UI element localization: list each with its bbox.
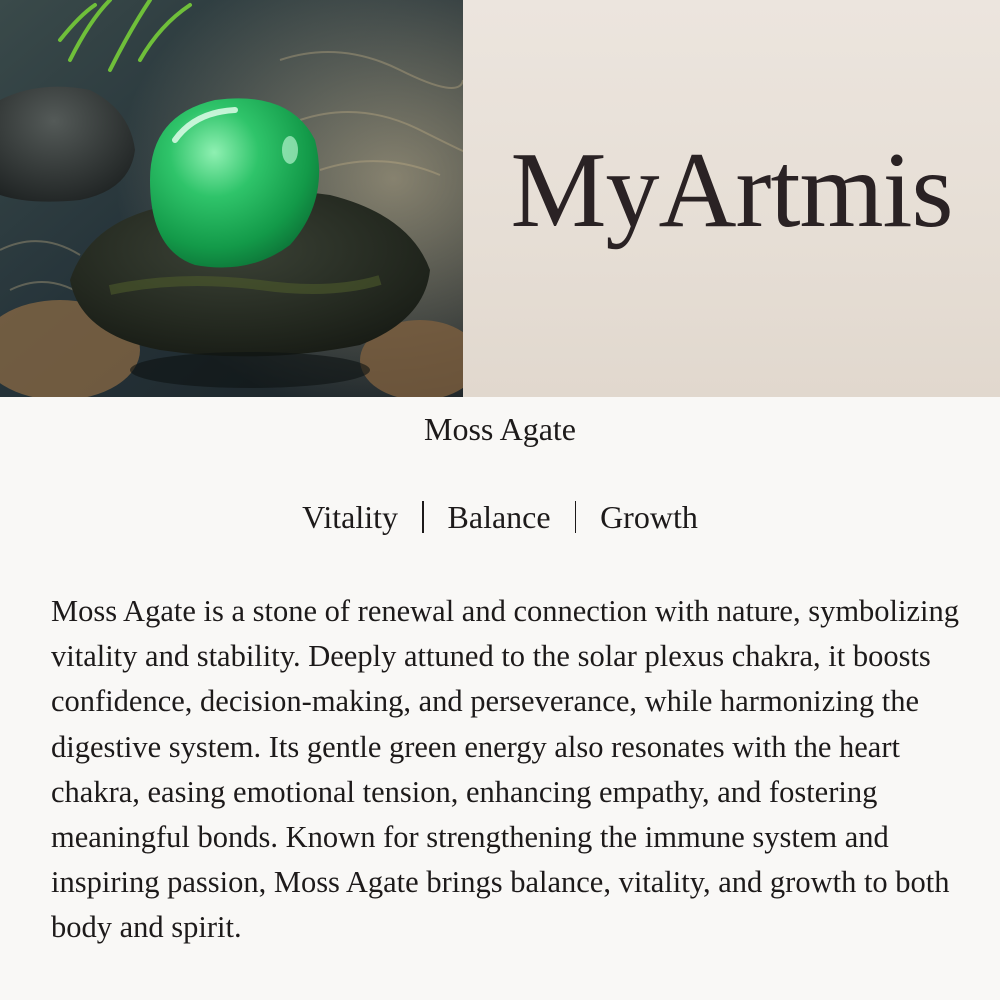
keyword-list: [0, 497, 1000, 537]
keyword-divider: [575, 501, 577, 533]
keyword-item: Vitality: [302, 499, 399, 535]
keyword-item: Growth: [600, 499, 698, 535]
brand-panel: [463, 0, 1000, 397]
hero-section: [0, 0, 1000, 397]
keyword-divider: [422, 501, 424, 533]
keyword-item: Balance: [447, 499, 551, 535]
product-photo: [0, 0, 463, 397]
product-description: Moss Agate is a stone of renewal and connection with nature, symbolizing vitality and stability. Deeply attuned to the solar plexus chakra, it boosts confidence, decision-making, and perseverance, while harmonizing the digestive system. Its gentle green energy also resonates with the heart chakra, easing emotional tension, enhancing empathy, and fostering meaningful bonds. Known for strengthening the immune system and inspiring passion, Moss Agate brings balance, vitality, and growth to both body and spirit.: [51, 594, 960, 945]
brand-logo-text: MyArtmis: [510, 131, 953, 250]
product-title: Moss Agate: [424, 411, 576, 447]
